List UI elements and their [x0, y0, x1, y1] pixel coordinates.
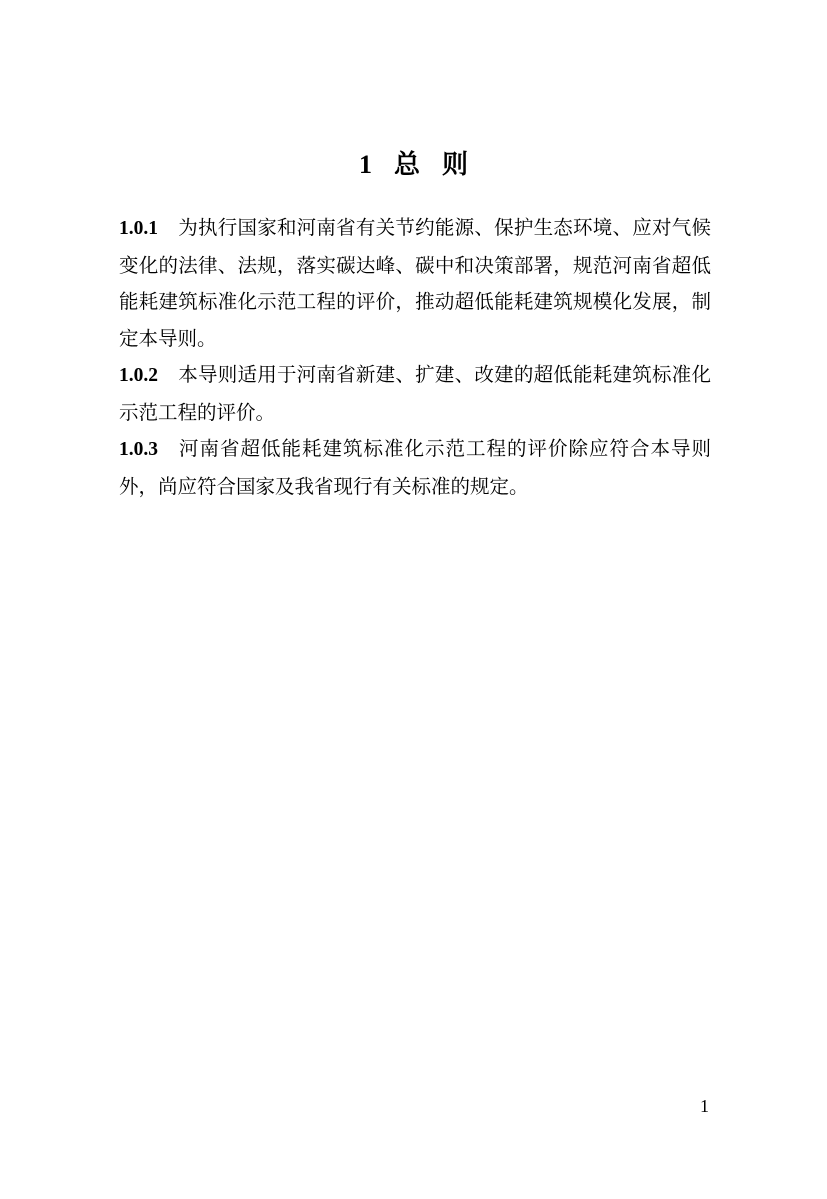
chapter-number: 1 — [358, 150, 372, 179]
chapter-body — [119, 210, 711, 505]
clause-text: 为执行国家和河南省有关节约能源、保护生态环境、应对气候变化的法律、法规，落实碳达峰、碳中和决策部署，规范河南省超低能耗建筑标准化示范工程的评价，推动超低能耗建筑规模化发展，制定本导则。 — [119, 216, 711, 350]
clause-number: 1.0.3 — [119, 439, 158, 460]
chapter-title — [0, 145, 827, 185]
clause-text: 本导则适用于河南省新建、扩建、改建的超低能耗建筑标准化示范工程的评价。 — [119, 363, 711, 424]
clause-number: 1.0.1 — [119, 218, 158, 239]
clause-1-0-3 — [119, 431, 711, 505]
clause-1-0-1 — [119, 210, 711, 357]
clause-number: 1.0.2 — [119, 365, 158, 386]
chapter-title-text: 总则 — [393, 150, 490, 180]
clause-text: 河南省超低能耗建筑标准化示范工程的评价除应符合本导则外，尚应符合国家及我省现行有关标准的规定。 — [119, 437, 711, 498]
page-number: 1 — [700, 1096, 709, 1116]
clause-1-0-2 — [119, 357, 711, 431]
